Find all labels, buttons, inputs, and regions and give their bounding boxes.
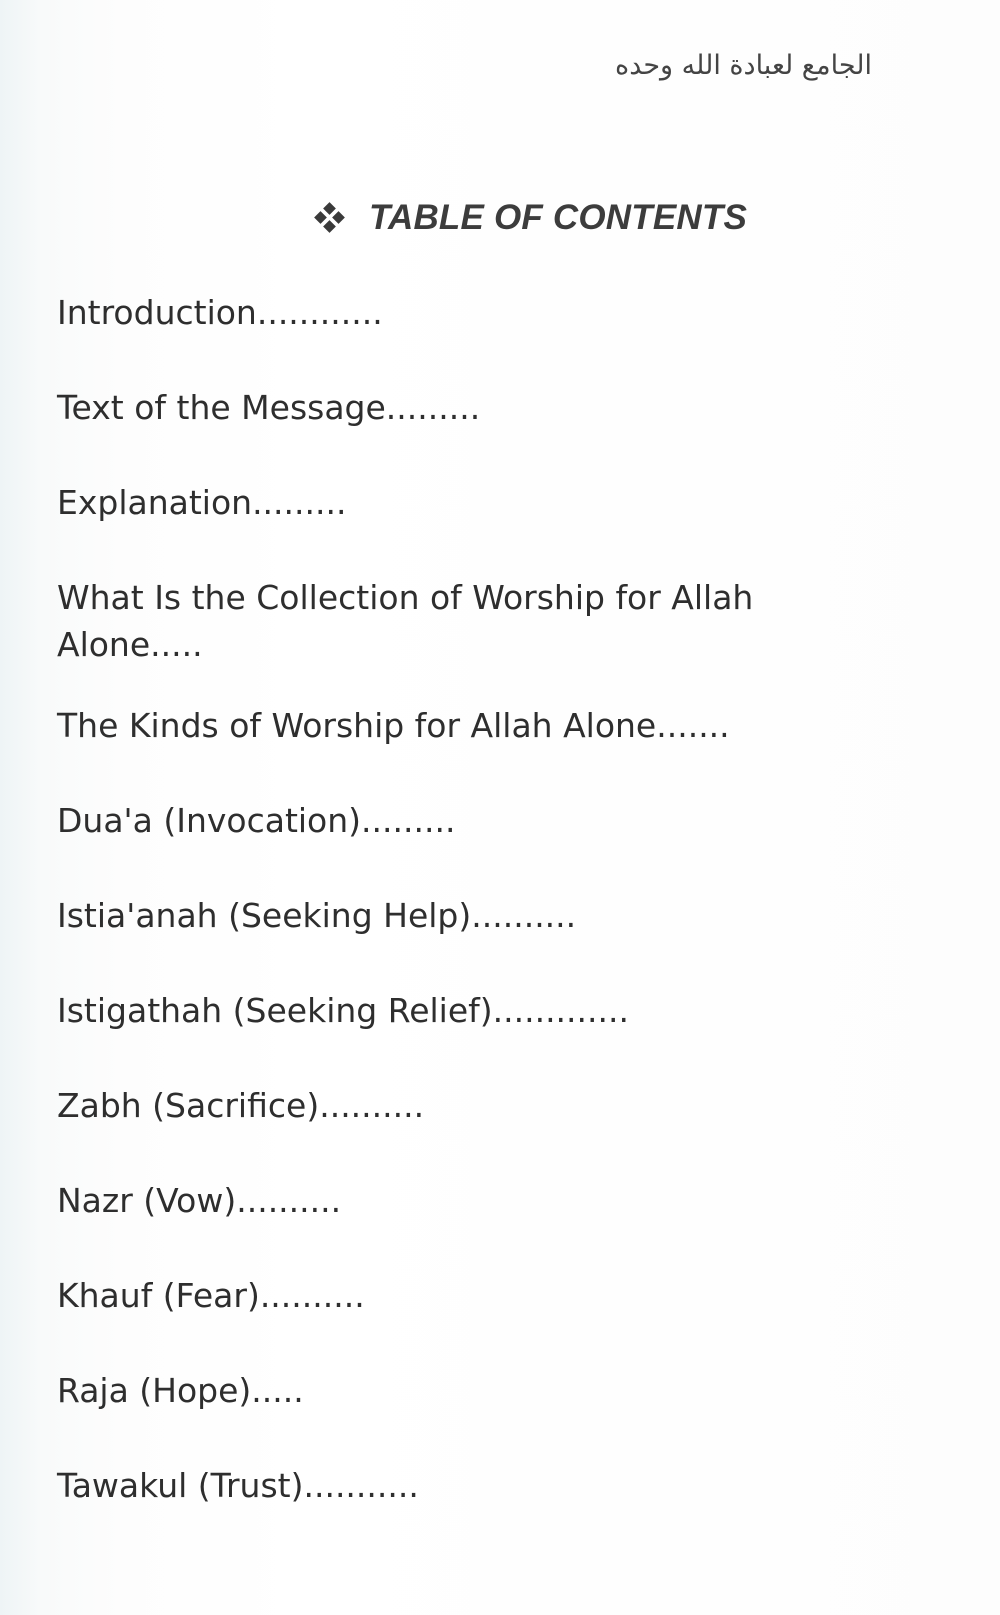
toc-entry-khauf[interactable]: Khauf (Fear).......... xyxy=(57,1276,365,1315)
toc-heading xyxy=(315,198,747,238)
arabic-running-header: الجامع لعبادة الله وحده xyxy=(615,50,872,81)
toc-list xyxy=(57,289,857,1557)
toc-entry-nazr[interactable]: Nazr (Vow).......... xyxy=(57,1181,342,1220)
four-diamond-ornament-icon xyxy=(315,203,345,233)
toc-entry-zabh[interactable]: Zabh (Sacrifice).......... xyxy=(57,1086,425,1125)
toc-heading-text: TABLE OF CONTENTS xyxy=(369,198,748,237)
toc-entry-duaa[interactable]: Dua'a (Invocation)......... xyxy=(57,801,456,840)
toc-entry-text-of-message[interactable]: Text of the Message......... xyxy=(57,388,481,427)
toc-entry-istiaanah[interactable]: Istia'anah (Seeking Help).......... xyxy=(57,896,577,935)
toc-entry-istigathah[interactable]: Istigathah (Seeking Relief)............. xyxy=(57,991,629,1030)
toc-entry-kinds-of-worship[interactable]: The Kinds of Worship for Allah Alone....... xyxy=(57,706,730,745)
toc-entry-introduction[interactable]: Introduction............ xyxy=(57,293,383,332)
toc-entry-explanation[interactable]: Explanation......... xyxy=(57,483,347,522)
toc-entry-collection-of-worship[interactable]: What Is the Collection of Worship for Allah Alone..... xyxy=(57,578,754,664)
toc-entry-tawakul[interactable]: Tawakul (Trust)........... xyxy=(57,1466,419,1505)
toc-entry-raja[interactable]: Raja (Hope)..... xyxy=(57,1371,304,1410)
